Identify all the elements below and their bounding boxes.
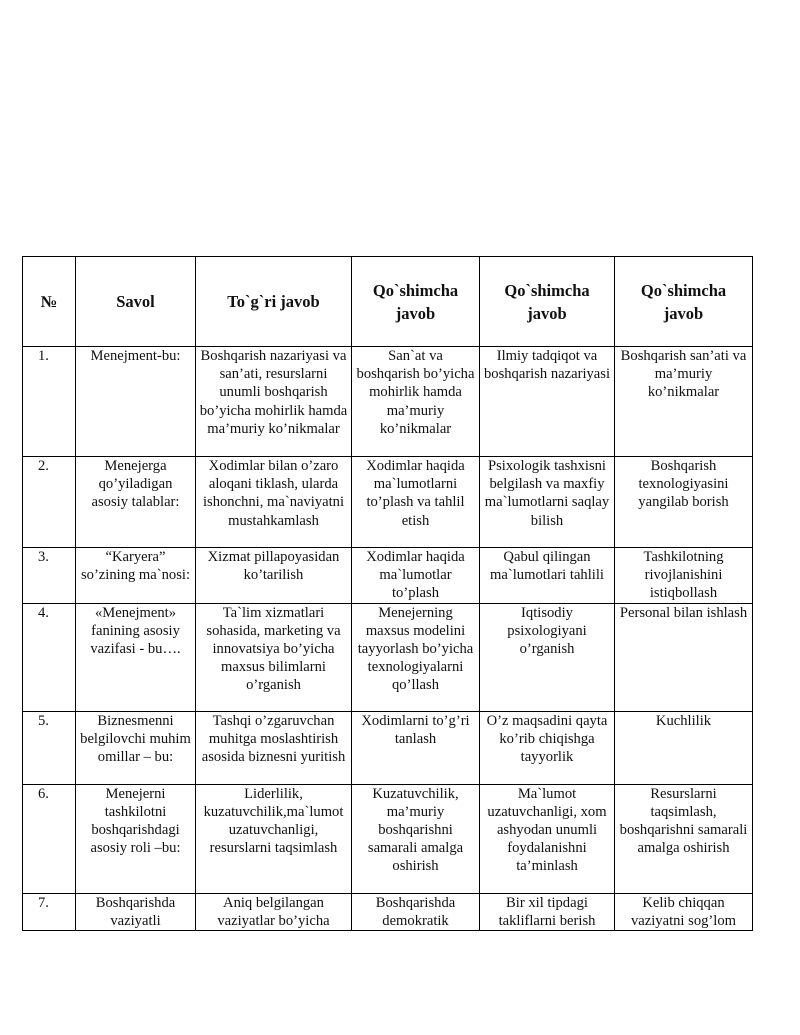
row-number: 2.	[23, 457, 76, 548]
alt-answer-3-cell: Personal bilan ishlash	[615, 603, 753, 711]
question-cell: Menejerga qo’yiladigan asosiy talablar:	[76, 457, 196, 548]
question-cell: Boshqarishda vaziyatli	[76, 893, 196, 930]
alt-answer-1-cell: Xodimlar haqida ma`lumotlarni to’plash va tahlil etish	[352, 457, 480, 548]
header-alt-answer-2: Qo`shimcha javob	[480, 257, 615, 347]
alt-answer-2-cell: Ilmiy tadqiqot va boshqarish nazariyasi	[480, 347, 615, 457]
table-row	[23, 711, 753, 784]
correct-answer-cell: Boshqarish nazariyasi va san’ati, resurslarni unumli boshqarish bo’yicha mohirlik hamda ma’muriy ko’nikmalar	[196, 347, 352, 457]
alt-answer-2-cell: Bir xil tipdagi takliflarni berish	[480, 893, 615, 930]
alt-answer-1-cell: Xodimlar haqida ma`lumotlar to’plash	[352, 548, 480, 604]
row-number: 7.	[23, 893, 76, 930]
alt-answer-2-cell: Psixologik tashxisni belgilash va maxfiy ma`lumotlarni saqlay bilish	[480, 457, 615, 548]
question-cell: “Karyera” so’zining ma`nosi:	[76, 548, 196, 604]
table-row	[23, 893, 753, 930]
alt-answer-3-cell: Resurslarni taqsimlash, boshqarishni samarali amalga oshirish	[615, 784, 753, 893]
table-row	[23, 784, 753, 893]
question-cell: Menejerni tashkilotni boshqarishdagi asosiy roli –bu:	[76, 784, 196, 893]
row-number: 3.	[23, 548, 76, 604]
question-cell: Biznesmenni belgilovchi muhim omillar – bu:	[76, 711, 196, 784]
correct-answer-cell: Xizmat pillapoyasidan ko’tarilish	[196, 548, 352, 604]
alt-answer-1-cell: Menejerning maxsus modelini tayyorlash bo’yicha texnologiyalarni qo’llash	[352, 603, 480, 711]
correct-answer-cell: Ta`lim xizmatlari sohasida, marketing va innovatsiya bo’yicha maxsus bilimlarni o’rganish	[196, 603, 352, 711]
alt-answer-1-cell: San`at va boshqarish bo’yicha mohirlik hamda ma’muriy ko’nikmalar	[352, 347, 480, 457]
table-row	[23, 457, 753, 548]
alt-answer-2-cell: Ma`lumot uzatuvchanligi, xom ashyodan unumli foydalanishni ta’minlash	[480, 784, 615, 893]
quiz-table	[22, 256, 753, 931]
correct-answer-cell: Xodimlar bilan o’zaro aloqani tiklash, ularda ishonchni, ma`naviyatni mustahkamlash	[196, 457, 352, 548]
header-alt-answer-3: Qo`shimcha javob	[615, 257, 753, 347]
question-cell: «Menejment» fanining asosiy vazifasi - bu….	[76, 603, 196, 711]
alt-answer-1-cell: Xodimlarni to’g’ri tanlash	[352, 711, 480, 784]
alt-answer-2-cell: Iqtisodiy psixologiyani o’rganish	[480, 603, 615, 711]
alt-answer-3-cell: Tashkilotning rivojlanishini istiqbollash	[615, 548, 753, 604]
table-row	[23, 548, 753, 604]
row-number: 1.	[23, 347, 76, 457]
header-row	[23, 257, 753, 347]
alt-answer-3-cell: Kelib chiqqan vaziyatni sog’lom	[615, 893, 753, 930]
row-number: 4.	[23, 603, 76, 711]
alt-answer-1-cell: Boshqarishda demokratik	[352, 893, 480, 930]
header-correct-answer: To`g`ri javob	[196, 257, 352, 347]
header-alt-answer-1: Qo`shimcha javob	[352, 257, 480, 347]
table-row	[23, 347, 753, 457]
alt-answer-3-cell: Kuchlilik	[615, 711, 753, 784]
alt-answer-2-cell: O’z maqsadini qayta ko’rib chiqishga tayyorlik	[480, 711, 615, 784]
row-number: 5.	[23, 711, 76, 784]
question-cell: Menejment-bu:	[76, 347, 196, 457]
alt-answer-2-cell: Qabul qilingan ma`lumotlari tahlili	[480, 548, 615, 604]
row-number: 6.	[23, 784, 76, 893]
alt-answer-1-cell: Kuzatuvchilik, ma’muriy boshqarishni samarali amalga oshirish	[352, 784, 480, 893]
header-question: Savol	[76, 257, 196, 347]
alt-answer-3-cell: Boshqarish san’ati va ma’muriy ko’nikmalar	[615, 347, 753, 457]
correct-answer-cell: Liderlilik, kuzatuvchilik,ma`lumot uzatuvchanligi, resurslarni taqsimlash	[196, 784, 352, 893]
header-number: №	[23, 257, 76, 347]
table-row	[23, 603, 753, 711]
correct-answer-cell: Aniq belgilangan vaziyatlar bo’yicha	[196, 893, 352, 930]
correct-answer-cell: Tashqi o’zgaruvchan muhitga moslashtirish asosida biznesni yuritish	[196, 711, 352, 784]
alt-answer-3-cell: Boshqarish texnologiyasini yangilab borish	[615, 457, 753, 548]
